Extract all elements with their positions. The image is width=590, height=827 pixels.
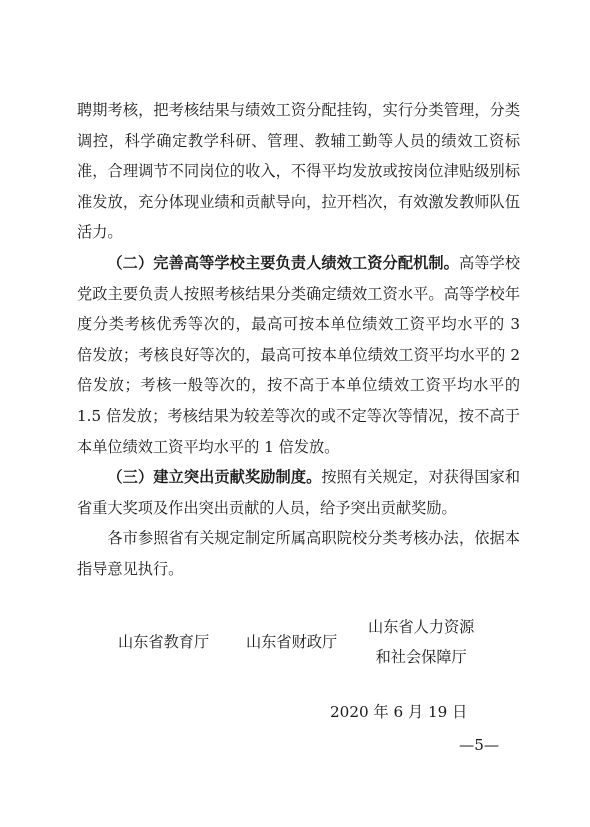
paragraph-3-heading: （三）建立突出贡献奖励制度。 [107,468,322,487]
document-body [77,95,520,585]
page-number: —5— [459,736,500,754]
signatory-education-dept: 山东省教育厅 [118,633,210,651]
document-date: 2020 年 6 月 19 日 [330,703,468,721]
paragraph-3-text: 按照有关规定，对获得国家和省重大奖项及作出突出贡献的人员，给予突出贡献奖励。 [77,468,521,517]
paragraph-2-text: 高等学校党政主要负责人按照考核结果分类确定绩效工资水平。高等学校年度分类考核优秀等次的，最高可按本单位绩效工资平均水平的 3 倍发放；考核良好等次的，最高可按本单位绩效工资平均水平的 2 倍发放；考核一般等次的，按不高于本单位绩效工资平均水平的 1.5 倍发放；考核结果为较差等次的或不定等次等情况，按不高于本单位绩效工资平均水平的 1 倍发放。 [77,253,521,456]
signatories [0,618,590,678]
paragraph-3 [77,462,520,523]
paragraph-4: 各市参照省有关规定制定所属高职院校分类考核办法，依据本指导意见执行。 [77,529,520,578]
paragraph-2 [77,248,520,462]
signatory-hr-dept [368,612,474,672]
signatory-hr-line2: 和社会保障厅 [375,648,467,666]
paragraph-2-heading: （二）完善高等学校主要负责人绩效工资分配机制。 [107,253,459,272]
signatory-finance-dept: 山东省财政厅 [246,633,338,651]
signatory-hr-line1: 山东省人力资源 [368,618,475,636]
paragraph-1: 聘期考核，把考核结果与绩效工资分配挂钩，实行分类管理，分类调控，科学确定教学科研、管理、教辅工勤等人员的绩效工资标准，合理调节不同岗位的收入，不得平均发放或按岗位津贴级别标准发放，充分体现业绩和贡献导向，拉开档次，有效激发教师队伍活力。 [77,101,520,242]
